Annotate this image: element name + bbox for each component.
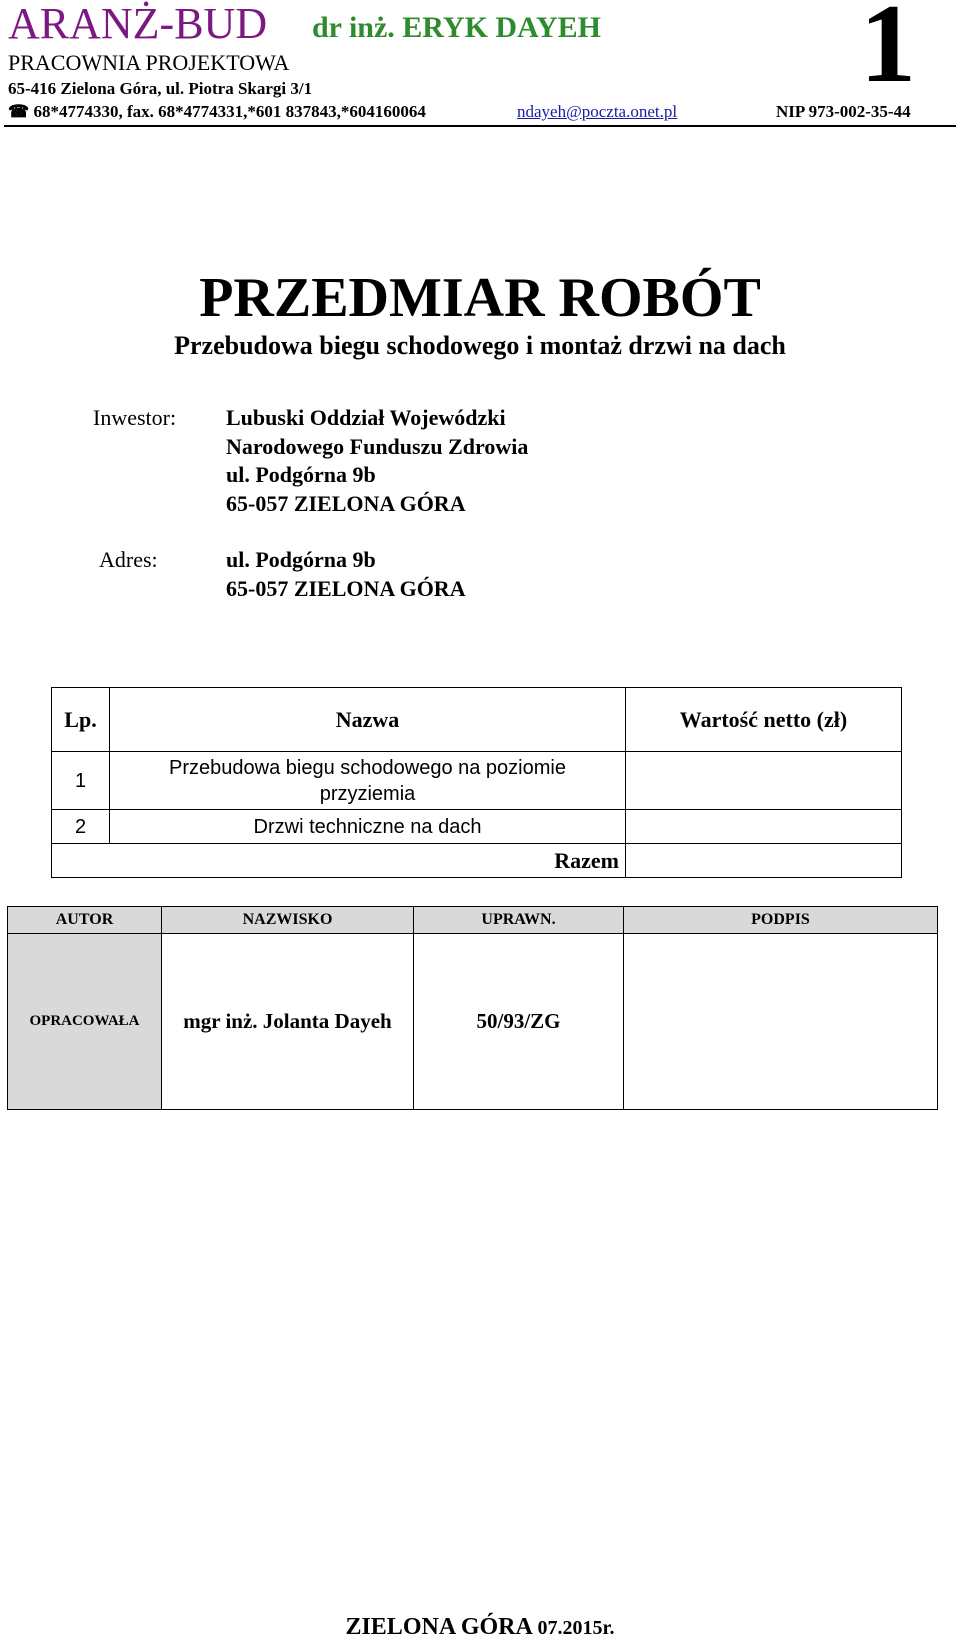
cost-table <box>51 687 902 878</box>
footer-city: ZIELONA GÓRA <box>345 1614 532 1640</box>
header-surname: NAZWISKO <box>162 907 414 934</box>
company-owner: dr inż. ERYK DAYEH <box>312 11 601 44</box>
investor-line: Lubuski Oddział Wojewódzki <box>226 405 506 430</box>
signature-table-header <box>8 907 938 934</box>
row-lp: 2 <box>52 810 110 844</box>
author-license: 50/93/ZG <box>414 934 624 1110</box>
cost-table-header <box>52 688 902 752</box>
total-label: Razem <box>52 844 626 878</box>
total-row <box>52 844 902 878</box>
investor-line: Narodowego Funduszu Zdrowia <box>226 433 529 459</box>
site-address-details <box>226 546 466 603</box>
email-link[interactable]: ndayeh@poczta.onet.pl <box>517 102 678 121</box>
header-divider <box>4 125 956 127</box>
footer-place-date <box>0 1612 960 1643</box>
investor-label: Inwestor: <box>93 405 177 430</box>
header-license: UPRAWN. <box>414 907 624 934</box>
company-brand: ARANŻ-BUD <box>8 0 268 48</box>
studio-name: PRACOWNIA PROJEKTOWA <box>8 50 290 75</box>
company-phones <box>8 101 426 122</box>
header-lp: Lp. <box>52 688 110 752</box>
site-address-line: 65-057 ZIELONA GÓRA <box>226 575 466 601</box>
signature-row <box>8 934 938 1110</box>
table-row <box>52 752 902 810</box>
document-title: PRZEDMIAR ROBÓT <box>199 267 761 329</box>
author-role: OPRACOWAŁA <box>8 934 162 1110</box>
site-address-line: ul. Podgórna 9b <box>226 547 376 572</box>
row-lp: 1 <box>52 752 110 810</box>
author-name: mgr inż. Jolanta Dayeh <box>162 934 414 1110</box>
header-value: Wartość netto (zł) <box>626 688 902 752</box>
header-name: Nazwa <box>110 688 626 752</box>
document-subtitle: Przebudowa biegu schodowego i montaż drzwi na dach <box>174 331 786 360</box>
company-address: 65-416 Zielona Góra, ul. Piotra Skargi 3/1 <box>8 79 313 98</box>
row-value <box>626 810 902 844</box>
investor-line: 65-057 ZIELONA GÓRA <box>226 490 466 516</box>
row-name-line: Przebudowa biegu schodowego na poziomie <box>169 756 566 779</box>
site-address-label: Adres: <box>99 547 158 572</box>
phone-numbers: 68*4774330, fax. 68*4774331,*601 837843,*604160064 <box>33 102 426 121</box>
investor-details <box>226 404 528 518</box>
row-name-line: przyziemia <box>319 782 416 805</box>
investor-line: ul. Podgórna 9b <box>226 462 376 487</box>
page-number: 1 <box>860 0 916 106</box>
header-author: AUTOR <box>8 907 162 934</box>
signature-table <box>7 906 938 1110</box>
footer-date: 07.2015r. <box>537 1617 615 1639</box>
phone-icon: ☎ <box>8 102 30 121</box>
row-name <box>110 752 626 810</box>
row-value <box>626 752 902 810</box>
total-value <box>626 844 902 878</box>
row-name: Drzwi techniczne na dach <box>110 810 626 844</box>
header-signature: PODPIS <box>624 907 938 934</box>
table-row <box>52 810 902 844</box>
tax-id: NIP 973-002-35-44 <box>776 102 911 121</box>
signature-field <box>624 934 938 1110</box>
